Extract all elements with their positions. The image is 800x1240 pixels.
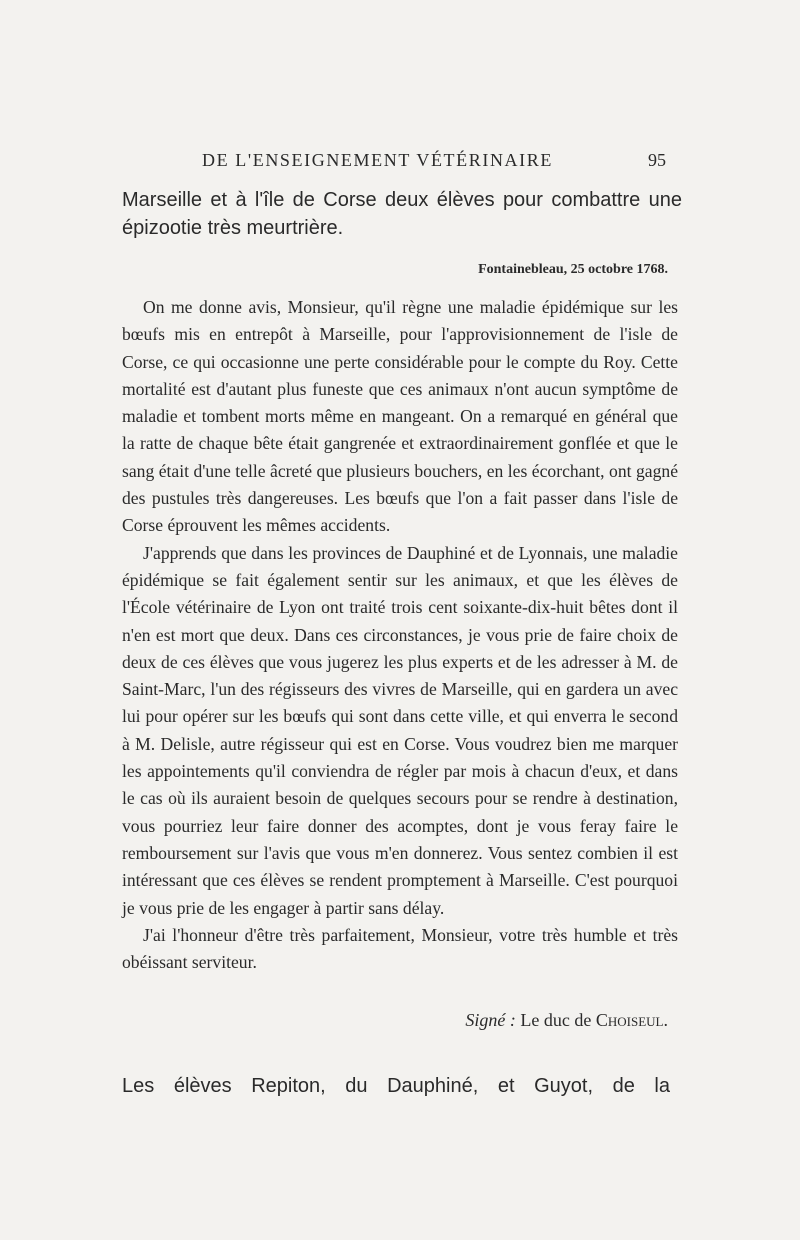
continuation-paragraph: Les élèves Repiton, du Dauphiné, et Guyot, de la: [122, 1075, 670, 1097]
letter-body: [122, 294, 678, 976]
letter-signature: [465, 1010, 668, 1031]
letter-dateline: Fontainebleau, 25 octobre 1768.: [478, 262, 668, 277]
intro-paragraph: Marseille et à l'île de Corse deux élèves pour combattre une épizootie très meurtrière.: [122, 189, 682, 239]
page-number: 95: [648, 150, 666, 170]
signature-name-prefix: Le duc de: [520, 1010, 596, 1030]
running-title: DE L'ENSEIGNEMENT VÉTÉRINAIRE: [202, 150, 553, 170]
signature-name-rest: hoiseul.: [607, 1010, 668, 1030]
signature-name-initial: C: [595, 1010, 608, 1030]
letter-paragraph-3: J'ai l'honneur d'être très parfaitement, Monsieur, votre très humble et très obéissant serviteur.: [122, 924, 678, 973]
letter-paragraph-1: On me donne avis, Monsieur, qu'il règne une maladie épidémique sur les bœufs mis en entrepôt à Marseille, pour l'approvisionnement de l'isle de Corse, ce qui occasionne une perte considérable pour le compte du Roy. Cette mortalité est d'autant plus funeste que ces animaux n'ont aucun symptôme de maladie et tombent morts même en mangeant. On a remarqué en général que la ratte de chaque bête était gangrenée et extraordinairement gonflée et que le sang était d'une telle âcreté que plusieurs bouchers, en les écorchant, ont gagné des pustules très dangereuses. Les bœufs que l'on a fait passer dans l'isle de Corse éprouvent les mêmes accidents.: [122, 297, 678, 536]
signature-label: Signé :: [465, 1010, 521, 1030]
letter-paragraph-2: J'apprends que dans les provinces de Dauphiné et de Lyonnais, une maladie épidémique se fait également sentir sur les animaux, et que les élèves de l'École vétérinaire de Lyon ont traité trois cent soixante-dix-huit bêtes dont il n'en est mort que deux. Dans ces circonstances, je vous prie de faire choix de deux de ces élèves que vous jugerez les plus experts et de les adresser à M. de Saint-Marc, l'un des régisseurs des vivres de Marseille, qui en gardera un avec lui pour opérer sur les bœufs qui sont dans cette ville, et qui enverra le second à M. Delisle, autre régisseur qui est en Corse. Vous voudrez bien me marquer les appointements qu'il conviendra de régler par mois à chacun d'eux, et dans le cas où ils auraient besoin de quelques secours pour se rendre à destination, vous pourriez leur faire donner des acomptes, dont je vous feray faire le remboursement sur l'avis que vous m'en donnerez. Vous sentez combien il est intéressant que ces élèves se rendent promptement à Marseille. C'est pourquoi je vous prie de les engager à partir sans délay.: [122, 542, 678, 918]
